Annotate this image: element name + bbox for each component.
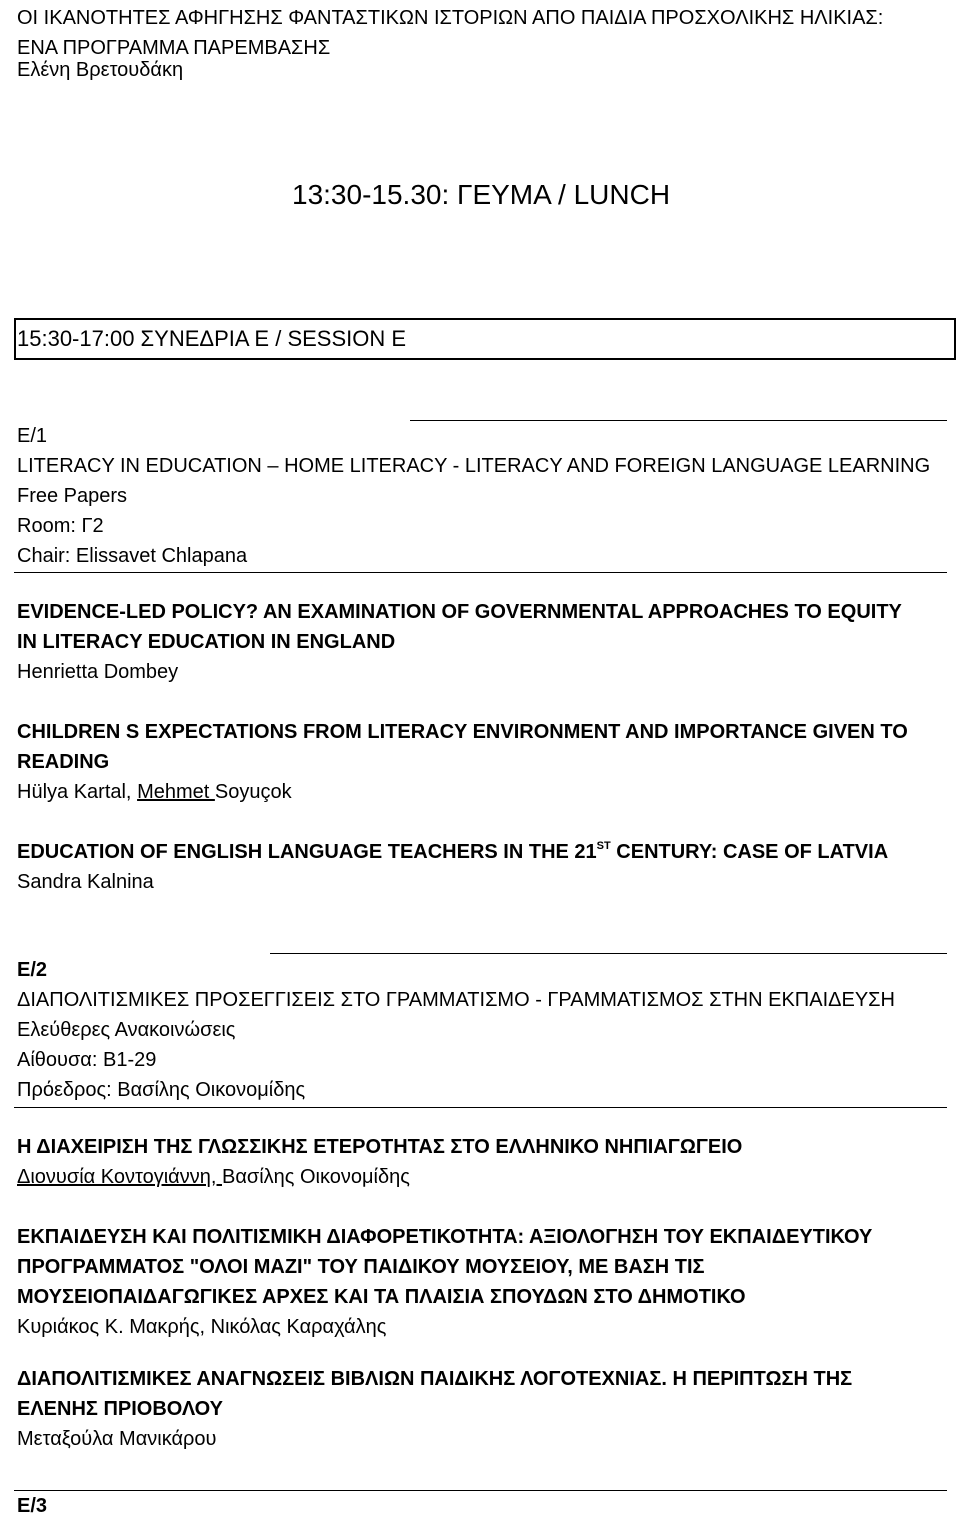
e2-paper2-title-line2: ΠΡΟΓΡΑΜΜΑΤΟΣ "ΟΛΟΙ ΜΑΖΙ" ΤΟΥ ΠΑΙΔΙΚΟΥ ΜΟΥΣΕΙΟΥ, ΜΕ ΒΑΣΗ ΤΙΣ — [17, 1256, 705, 1278]
e2-paper3-title-line2: ΕΛΕΝΗΣ ΠΡΙΟΒΟΛΟΥ — [17, 1398, 223, 1420]
e1-paper3-title-sup: ST — [596, 840, 611, 852]
e1-chair: Chair: Elissavet Chlapana — [17, 545, 248, 567]
e1-room: Room: Γ2 — [17, 515, 104, 537]
header-title-line1: ΟΙ ΙΚΑΝΟΤΗΤΕΣ ΑΦΗΓΗΣΗΣ ΦΑΝΤΑΣΤΙΚΩΝ ΙΣΤΟΡΙΩΝ ΑΠΟ ΠΑΙΔΙΑ ΠΡΟΣΧΟΛΙΚΗΣ ΗΛΙΚΙΑΣ: — [17, 7, 884, 29]
author-soyucok: Soyuçok — [214, 781, 292, 803]
e1-paper2-title-line2: READING — [17, 751, 110, 773]
e2-paper3-title-line1: ΔΙΑΠΟΛΙΤΙΣΜΙΚΕΣ ΑΝΑΓΝΩΣΕΙΣ ΒΙΒΛΙΩΝ ΠΑΙΔΙΚΗΣ ΛΟΓΟΤΕΧΝΙΑΣ. Η ΠΕΡΙΠΤΩΣΗ ΤΗΣ — [17, 1368, 853, 1390]
e1-paper2-authors — [17, 777, 292, 807]
e2-paper1-authors — [17, 1162, 410, 1192]
e1-divider — [14, 572, 947, 573]
e2-divider — [14, 1107, 947, 1108]
e2-paper2-title-line1: ΕΚΠΑΙΔΕΥΣΗ ΚΑΙ ΠΟΛΙΤΙΣΜΙΚΗ ΔΙΑΦΟΡΕΤΙΚΟΤΗΤΑ: ΑΞΙΟΛΟΓΗΣΗ ΤΟΥ ΕΚΠΑΙΔΕΥΤΙΚΟΥ — [17, 1226, 873, 1248]
e1-paper1-authors: Henrietta Dombey — [17, 661, 179, 683]
session-heading: 15:30-17:00 ΣΥΝΕΔΡΙΑ Ε / SESSION E — [17, 326, 407, 351]
e2-paper2-title-line3: ΜΟΥΣΕΙΟΠΑΙΔΑΓΩΓΙΚΕΣ ΑΡΧΕΣ ΚΑΙ ΤΑ ΠΛΑΙΣΙΑ ΣΠΟΥΔΩΝ ΣΤΟ ΔΗΜΟΤΙΚΟ — [17, 1286, 746, 1308]
e1-paper3-title-post: CENTURY: CASE OF LATVIA — [610, 841, 889, 863]
author-mehmet: Mehmet — [137, 781, 215, 803]
e1-paper3-title — [17, 837, 888, 867]
e1-paper3-title-pre: EDUCATION OF ENGLISH LANGUAGE TEACHERS IN THE 21 — [17, 841, 597, 863]
e1-code: E/1 — [17, 425, 48, 447]
author-kartal: Hülya Kartal, — [17, 781, 138, 803]
e1-theme: LITERACY IN EDUCATION – HOME LITERACY - LITERACY AND FOREIGN LANGUAGE LEARNING — [17, 455, 931, 477]
author-kontogianni: Διονυσία Κοντογιάννη, — [17, 1166, 222, 1188]
e1-paper1-title-line2: IN LITERACY EDUCATION IN ENGLAND — [17, 631, 396, 653]
e3-top-rule — [14, 1490, 947, 1491]
e2-theme: ΔΙΑΠΟΛΙΤΙΣΜΙΚΕΣ ΠΡΟΣΕΓΓΙΣΕΙΣ ΣΤΟ ΓΡΑΜΜΑΤΙΣΜΟ - ΓΡΑΜΜΑΤΙΣΜΟΣ ΣΤΗΝ ΕΚΠΑΙΔΕΥΣΗ — [17, 989, 895, 1011]
e2-paper2-authors: Κυριάκος Κ. Μακρής, Νικόλας Καραχάλης — [17, 1316, 387, 1338]
e2-top-rule — [270, 953, 947, 954]
e3-code: E/3 — [17, 1495, 48, 1517]
e2-type: Ελεύθερες Ανακοινώσεις — [17, 1019, 236, 1041]
author-oikonomidis: Βασίλης Οικονομίδης — [221, 1166, 410, 1188]
e2-paper3-authors: Μεταξούλα Μανικάρου — [17, 1428, 217, 1450]
lunch-heading: 13:30-15.30: ΓΕΥΜΑ / LUNCH — [292, 179, 671, 210]
header-author: Ελένη Βρετουδάκη — [17, 59, 184, 81]
e1-paper2-title-line1: CHILDREN S EXPECTATIONS FROM LITERACY ENVIRONMENT AND IMPORTANCE GIVEN TO — [17, 721, 908, 743]
e2-room: Αίθουσα: Β1-29 — [17, 1049, 157, 1071]
e1-type: Free Papers — [17, 485, 128, 507]
e1-paper1-title-line1: EVIDENCE-LED POLICY? AN EXAMINATION OF GOVERNMENTAL APPROACHES TO EQUITY — [17, 601, 902, 623]
e1-paper3-authors: Sandra Kalnina — [17, 871, 154, 893]
e2-code: E/2 — [17, 959, 48, 981]
e2-paper1-title: Η ΔΙΑΧΕΙΡΙΣΗ ΤΗΣ ΓΛΩΣΣΙΚΗΣ ΕΤΕΡΟΤΗΤΑΣ ΣΤΟ ΕΛΛΗΝΙΚΟ ΝΗΠΙΑΓΩΓΕΙΟ — [17, 1136, 743, 1158]
e1-top-rule — [410, 420, 947, 421]
e2-chair: Πρόεδρος: Βασίλης Οικονομίδης — [17, 1079, 306, 1101]
header-title-line2: ΕΝΑ ΠΡΟΓΡΑΜΜΑ ΠΑΡΕΜΒΑΣΗΣ — [17, 37, 331, 59]
